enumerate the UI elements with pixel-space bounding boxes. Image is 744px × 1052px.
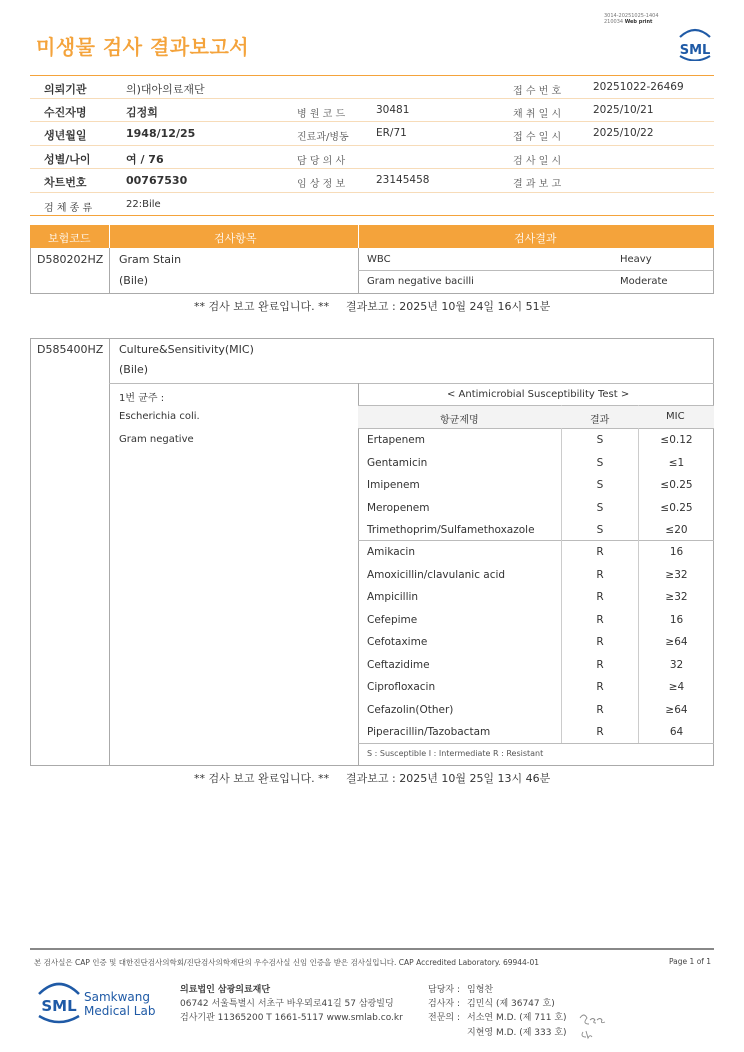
test1-specimen: (Bile)	[119, 274, 149, 287]
info-row	[30, 169, 714, 193]
staff2-label: 검사자 :	[428, 999, 460, 1009]
label-hospital-code: 병 원 코 드	[297, 108, 346, 120]
ast-row	[359, 586, 714, 609]
susceptibility-result: R	[596, 726, 604, 738]
print-meta-code-a: 210034	[604, 19, 624, 25]
drug-name: Piperacillin/Tazobactam	[367, 726, 491, 738]
value-clinical-info: 23145458	[376, 174, 430, 186]
result-value-wbc: Heavy	[620, 254, 652, 265]
col-drug-name: 항균제명	[440, 415, 479, 426]
ast-header-bg	[358, 406, 714, 428]
organism-name: Escherichia coli.	[119, 411, 200, 422]
result-label-gnb: Gram negative bacilli	[367, 276, 474, 287]
info-row	[30, 193, 714, 217]
mic-value: ≥32	[665, 568, 688, 581]
divider	[109, 383, 714, 384]
susceptibility-result: R	[596, 568, 604, 581]
staff3-label: 전문의 :	[428, 1013, 460, 1023]
label-chart-no: 차트번호	[44, 176, 87, 189]
susceptibility-result: R	[596, 658, 604, 671]
print-meta-code	[604, 19, 659, 25]
divider	[358, 270, 714, 271]
mic-value: 16	[669, 546, 684, 558]
ast-row	[359, 429, 714, 452]
value-specimen-type: 22:Bile	[126, 198, 161, 210]
print-meta-code-b: Web print	[624, 19, 653, 25]
susceptibility-result: R	[596, 546, 604, 558]
label-requesting-org: 의뢰기관	[44, 83, 87, 96]
header-result: 검사결과	[514, 232, 557, 245]
drug-name: Ciprofloxacin	[367, 681, 436, 693]
value-requesting-org: 의)대아의료재단	[126, 83, 205, 96]
ast-row	[359, 676, 714, 699]
drug-name: Cefepime	[367, 613, 418, 626]
test1-name: Gram Stain	[119, 253, 182, 266]
susceptibility-result: S	[596, 434, 604, 446]
results-header	[30, 225, 714, 248]
value-patient-name: 김정희	[126, 105, 158, 119]
print-meta-id: 3014-20251025-1404	[604, 13, 659, 19]
lab-name-line2: Medical Lab	[84, 1004, 156, 1018]
result-label-wbc: WBC	[367, 254, 391, 265]
samkwang-logo	[36, 980, 82, 1026]
ast-row	[359, 452, 714, 475]
sml-logo-text: SML	[679, 43, 711, 58]
result-value-gnb: Moderate	[620, 276, 668, 287]
susceptibility-result: R	[596, 681, 604, 693]
ast-row	[359, 564, 714, 587]
value-hospital-code: 30481	[376, 103, 410, 116]
mic-value: 16	[669, 613, 684, 626]
drug-name: Gentamicin	[367, 456, 428, 469]
info-row	[30, 146, 714, 170]
label-received-date: 접 수 일 시	[513, 132, 562, 143]
label-sex-age: 성별/나이	[44, 152, 91, 166]
label-patient-name: 수진자명	[44, 105, 87, 119]
mic-value: ≤20	[665, 524, 688, 536]
ast-row	[359, 721, 714, 744]
susceptibility-result: S	[596, 479, 604, 491]
label-department: 진료과/병동	[297, 132, 349, 143]
mic-value: ≤0.25	[660, 479, 693, 491]
staff3-name: 서소연 M.D. (제 711 호)	[467, 1013, 567, 1023]
info-row	[30, 122, 714, 146]
value-collection-date: 2025/10/21	[593, 103, 654, 116]
susceptibility-result: R	[596, 703, 604, 716]
test1-report-status: ** 검사 보고 완료입니다. **	[194, 300, 330, 313]
ast-row	[359, 654, 714, 677]
test2-report-status: ** 검사 보고 완료입니다. **	[194, 772, 330, 785]
staff1-name: 임형찬	[467, 985, 494, 995]
header-divider	[358, 225, 359, 248]
divider	[109, 248, 110, 294]
drug-name: Amikacin	[367, 546, 416, 558]
susceptibility-result: S	[596, 501, 604, 514]
org-name: 의료법인 삼광의료재단	[180, 985, 271, 995]
mic-value: ≥32	[665, 591, 688, 603]
label-test-date: 검 사 일 시	[513, 155, 562, 167]
label-birth-date: 생년월일	[44, 129, 87, 142]
lab-name-line1: Samkwang	[84, 990, 150, 1004]
mic-value: ≥64	[665, 703, 688, 716]
label-accession-no: 접 수 번 호	[513, 86, 562, 97]
test1-code: D580202HZ	[37, 253, 104, 266]
footer-divider	[30, 948, 714, 950]
drug-name: Trimethoprim/Sulfamethoxazole	[367, 524, 535, 536]
cert-statement: 본 검사실은 CAP 인증 및 대한진단검사의학회/진단검사의학재단의 우수검사실 신임 인증을 받은 검사실입니다. CAP Accredited Laboratory. 69944-01	[34, 958, 540, 967]
mic-value: ≥64	[665, 636, 688, 648]
ast-title: < Antimicrobial Susceptibility Test >	[447, 389, 630, 400]
ast-row	[359, 519, 714, 542]
test2-code: D585400HZ	[37, 343, 104, 356]
value-birth-date: 1948/12/25	[126, 127, 196, 140]
staff4-name: 지현영 M.D. (제 333 호)	[467, 1028, 567, 1038]
ast-legend: S : Susceptible I : Intermediate R : Resistant	[367, 749, 544, 758]
print-meta	[604, 13, 659, 25]
info-row	[30, 99, 714, 123]
test2-specimen: (Bile)	[119, 363, 149, 376]
test1-report-time: 결과보고 : 2025년 10월 24일 16시 51분	[346, 300, 551, 313]
page-title: 미생물 검사 결과보고서	[36, 35, 250, 59]
drug-name: Ertapenem	[367, 434, 425, 446]
label-physician: 담 당 의 사	[297, 155, 346, 167]
header-divider	[109, 225, 110, 248]
col-mic: MIC	[666, 411, 685, 422]
susceptibility-result: R	[596, 613, 604, 626]
ast-row	[359, 631, 714, 654]
signature-image	[577, 1008, 609, 1040]
value-accession-no: 20251022-26469	[593, 81, 684, 93]
sml-logo	[676, 27, 714, 61]
patient-info-table	[30, 75, 714, 216]
mic-value: ≥4	[668, 681, 685, 693]
drug-name: Ceftazidime	[367, 658, 430, 671]
ast-row	[359, 699, 714, 722]
drug-name: Imipenem	[367, 479, 420, 491]
ast-row	[359, 474, 714, 497]
value-chart-no: 00767530	[126, 174, 188, 187]
header-item: 검사항목	[214, 232, 257, 245]
mic-value: ≤0.25	[660, 501, 693, 514]
mic-value: ≤1	[668, 456, 685, 469]
svg-text:SML: SML	[41, 997, 77, 1015]
susceptibility-result: R	[596, 591, 604, 603]
label-specimen-type: 검 체 종 류	[44, 202, 93, 214]
staff2-name: 김민식 (제 36747 호)	[467, 999, 555, 1009]
mic-value: 32	[669, 658, 684, 671]
col-result: 결과	[590, 415, 610, 426]
mic-value: 64	[669, 726, 684, 738]
org-address: 06742 서울특별시 서초구 바우뫼로41길 57 삼광빌딩	[180, 999, 394, 1009]
drug-name: Ampicillin	[367, 591, 419, 603]
drug-name: Cefazolin(Other)	[367, 703, 454, 716]
staff1-label: 담당자 :	[428, 985, 460, 995]
test2-report-time: 결과보고 : 2025년 10월 25일 13시 46분	[346, 772, 551, 785]
mic-value: ≤0.12	[660, 434, 693, 446]
info-row	[30, 75, 714, 99]
ast-row	[359, 541, 714, 564]
drug-name: Meropenem	[367, 501, 430, 514]
susceptibility-result: S	[596, 524, 604, 536]
divider	[109, 338, 110, 766]
drug-name: Amoxicillin/clavulanic acid	[367, 568, 506, 581]
label-result-report: 결 과 보 고	[513, 179, 562, 190]
ast-row	[359, 497, 714, 520]
ast-row	[359, 609, 714, 632]
value-department: ER/71	[376, 127, 407, 139]
header-code: 보험코드	[48, 232, 91, 245]
label-collection-date: 채 취 일 시	[513, 108, 562, 120]
susceptibility-result: S	[596, 456, 604, 469]
organism-label: 1번 균주 :	[119, 393, 165, 404]
org-contact: 검사기관 11365200 T 1661-5117 www.smlab.co.kr	[180, 1013, 403, 1023]
susceptibility-result: R	[596, 636, 604, 648]
value-sex-age: 여 / 76	[126, 152, 164, 166]
organism-gram: Gram negative	[119, 434, 194, 445]
value-received-date: 2025/10/22	[593, 127, 654, 139]
drug-name: Cefotaxime	[367, 636, 428, 648]
page-number: Page 1 of 1	[669, 957, 712, 966]
test2-name: Culture&Sensitivity(MIC)	[119, 343, 254, 356]
divider	[358, 248, 359, 294]
label-clinical-info: 임 상 정 보	[297, 179, 346, 190]
